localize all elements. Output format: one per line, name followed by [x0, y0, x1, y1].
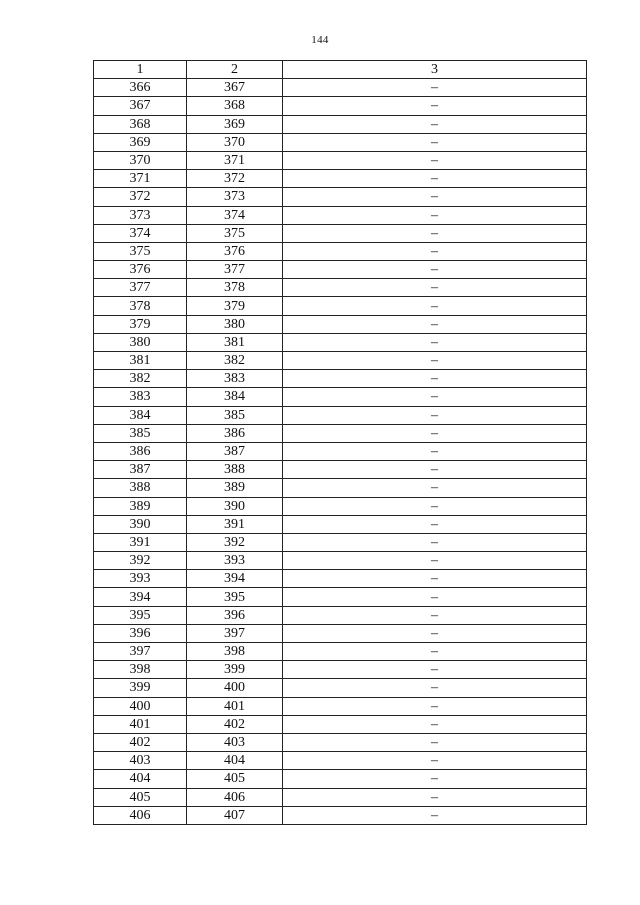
table-cell-col-1: 369 — [94, 133, 187, 151]
table-row — [94, 788, 587, 806]
table-cell-col-1: 387 — [94, 461, 187, 479]
table-cell-col-3: – — [283, 552, 587, 570]
table-cell-col-2: 375 — [187, 224, 283, 242]
table-row — [94, 588, 587, 606]
column-header-3: 3 — [283, 61, 587, 79]
table-cell-col-3: – — [283, 242, 587, 260]
table-cell-col-3: – — [283, 297, 587, 315]
table-cell-col-1: 370 — [94, 151, 187, 169]
table-cell-col-2: 367 — [187, 79, 283, 97]
table-cell-col-1: 406 — [94, 806, 187, 824]
table-row — [94, 370, 587, 388]
table-row — [94, 552, 587, 570]
table-cell-col-2: 407 — [187, 806, 283, 824]
table-cell-col-3: – — [283, 170, 587, 188]
table-row — [94, 133, 587, 151]
table-row — [94, 515, 587, 533]
table-cell-col-3: – — [283, 315, 587, 333]
table-row — [94, 242, 587, 260]
table-row — [94, 643, 587, 661]
table-cell-col-2: 380 — [187, 315, 283, 333]
table-cell-col-1: 395 — [94, 606, 187, 624]
table-row — [94, 661, 587, 679]
table-cell-col-1: 404 — [94, 770, 187, 788]
table-cell-col-3: – — [283, 733, 587, 751]
table-row — [94, 679, 587, 697]
table-cell-col-3: – — [283, 115, 587, 133]
table-row — [94, 461, 587, 479]
table-row — [94, 97, 587, 115]
table-row — [94, 497, 587, 515]
table-cell-col-2: 406 — [187, 788, 283, 806]
table-row — [94, 806, 587, 824]
table-cell-col-3: – — [283, 570, 587, 588]
table-row — [94, 352, 587, 370]
table-cell-col-1: 400 — [94, 697, 187, 715]
table-cell-col-2: 392 — [187, 533, 283, 551]
table-cell-col-3: – — [283, 606, 587, 624]
table-row — [94, 770, 587, 788]
table-row — [94, 424, 587, 442]
table-row — [94, 279, 587, 297]
table-cell-col-1: 391 — [94, 533, 187, 551]
table-cell-col-1: 371 — [94, 170, 187, 188]
table-cell-col-3: – — [283, 624, 587, 642]
table-cell-col-3: – — [283, 788, 587, 806]
table-cell-col-2: 405 — [187, 770, 283, 788]
data-table — [93, 60, 587, 825]
table-cell-col-1: 405 — [94, 788, 187, 806]
table-cell-col-3: – — [283, 770, 587, 788]
table-cell-col-2: 388 — [187, 461, 283, 479]
table-row — [94, 733, 587, 751]
table-cell-col-1: 394 — [94, 588, 187, 606]
table-cell-col-2: 393 — [187, 552, 283, 570]
table-row — [94, 406, 587, 424]
table-cell-col-2: 373 — [187, 188, 283, 206]
table-cell-col-3: – — [283, 661, 587, 679]
table-cell-col-2: 374 — [187, 206, 283, 224]
table-row — [94, 297, 587, 315]
table-row — [94, 261, 587, 279]
table-cell-col-1: 402 — [94, 733, 187, 751]
table-cell-col-2: 401 — [187, 697, 283, 715]
table-row — [94, 606, 587, 624]
table-cell-col-3: – — [283, 643, 587, 661]
table-cell-col-3: – — [283, 352, 587, 370]
table-cell-col-2: 381 — [187, 333, 283, 351]
table-cell-col-1: 372 — [94, 188, 187, 206]
table-cell-col-3: – — [283, 79, 587, 97]
table-cell-col-1: 386 — [94, 442, 187, 460]
table-cell-col-3: – — [283, 679, 587, 697]
table-cell-col-1: 401 — [94, 715, 187, 733]
table-row — [94, 206, 587, 224]
table-cell-col-1: 378 — [94, 297, 187, 315]
table-cell-col-3: – — [283, 151, 587, 169]
table-cell-col-2: 404 — [187, 752, 283, 770]
table-row — [94, 624, 587, 642]
table-cell-col-1: 383 — [94, 388, 187, 406]
header-row — [94, 61, 587, 79]
table-cell-col-3: – — [283, 133, 587, 151]
table-row — [94, 170, 587, 188]
table-cell-col-3: – — [283, 406, 587, 424]
table-cell-col-1: 377 — [94, 279, 187, 297]
table-cell-col-2: 382 — [187, 352, 283, 370]
table-cell-col-2: 398 — [187, 643, 283, 661]
table-cell-col-1: 366 — [94, 79, 187, 97]
table-row — [94, 570, 587, 588]
table-cell-col-1: 388 — [94, 479, 187, 497]
table-cell-col-2: 402 — [187, 715, 283, 733]
table-row — [94, 188, 587, 206]
table-cell-col-3: – — [283, 370, 587, 388]
page-number: 144 — [311, 34, 329, 46]
table-cell-col-2: 395 — [187, 588, 283, 606]
table-cell-col-1: 376 — [94, 261, 187, 279]
table-row — [94, 224, 587, 242]
table-cell-col-1: 385 — [94, 424, 187, 442]
table-cell-col-3: – — [283, 752, 587, 770]
table-row — [94, 697, 587, 715]
table-cell-col-2: 383 — [187, 370, 283, 388]
table-row — [94, 715, 587, 733]
table-cell-col-1: 390 — [94, 515, 187, 533]
table-cell-col-2: 370 — [187, 133, 283, 151]
table-cell-col-2: 386 — [187, 424, 283, 442]
table-cell-col-3: – — [283, 224, 587, 242]
table-cell-col-2: 394 — [187, 570, 283, 588]
table-cell-col-2: 368 — [187, 97, 283, 115]
table-cell-col-1: 382 — [94, 370, 187, 388]
table-cell-col-1: 374 — [94, 224, 187, 242]
table-cell-col-2: 378 — [187, 279, 283, 297]
table-cell-col-1: 397 — [94, 643, 187, 661]
table-cell-col-2: 389 — [187, 479, 283, 497]
table-row — [94, 533, 587, 551]
table-cell-col-1: 403 — [94, 752, 187, 770]
table-cell-col-2: 390 — [187, 497, 283, 515]
table-cell-col-2: 377 — [187, 261, 283, 279]
table-cell-col-1: 375 — [94, 242, 187, 260]
table-cell-col-2: 387 — [187, 442, 283, 460]
table-row — [94, 151, 587, 169]
table-cell-col-3: – — [283, 424, 587, 442]
table-cell-col-1: 384 — [94, 406, 187, 424]
table-row — [94, 315, 587, 333]
table-cell-col-2: 369 — [187, 115, 283, 133]
table-cell-col-3: – — [283, 261, 587, 279]
table-cell-col-1: 396 — [94, 624, 187, 642]
table-cell-col-2: 371 — [187, 151, 283, 169]
table-body — [94, 79, 587, 825]
table-cell-col-3: – — [283, 388, 587, 406]
table-cell-col-3: – — [283, 588, 587, 606]
table-cell-col-1: 381 — [94, 352, 187, 370]
table-cell-col-1: 389 — [94, 497, 187, 515]
table-cell-col-1: 380 — [94, 333, 187, 351]
table-cell-col-2: 400 — [187, 679, 283, 697]
table-cell-col-3: – — [283, 333, 587, 351]
table-cell-col-3: – — [283, 479, 587, 497]
column-header-1: 1 — [94, 61, 187, 79]
table-header — [94, 61, 587, 79]
table-cell-col-3: – — [283, 461, 587, 479]
column-header-2: 2 — [187, 61, 283, 79]
table-cell-col-1: 373 — [94, 206, 187, 224]
table-row — [94, 479, 587, 497]
table-cell-col-1: 367 — [94, 97, 187, 115]
table-cell-col-3: – — [283, 515, 587, 533]
table-cell-col-2: 372 — [187, 170, 283, 188]
table-cell-col-2: 391 — [187, 515, 283, 533]
table-cell-col-1: 398 — [94, 661, 187, 679]
table-cell-col-3: – — [283, 279, 587, 297]
table-row — [94, 333, 587, 351]
table-cell-col-3: – — [283, 206, 587, 224]
table-cell-col-1: 399 — [94, 679, 187, 697]
table-cell-col-3: – — [283, 497, 587, 515]
table-cell-col-2: 376 — [187, 242, 283, 260]
table-cell-col-2: 403 — [187, 733, 283, 751]
table-cell-col-3: – — [283, 188, 587, 206]
table-row — [94, 115, 587, 133]
table-cell-col-1: 368 — [94, 115, 187, 133]
table-cell-col-2: 397 — [187, 624, 283, 642]
table-cell-col-2: 384 — [187, 388, 283, 406]
table-cell-col-3: – — [283, 806, 587, 824]
table-row — [94, 388, 587, 406]
table-row — [94, 79, 587, 97]
table-cell-col-1: 379 — [94, 315, 187, 333]
table-cell-col-2: 396 — [187, 606, 283, 624]
table-row — [94, 752, 587, 770]
table-cell-col-3: – — [283, 533, 587, 551]
table-cell-col-1: 393 — [94, 570, 187, 588]
table-row — [94, 442, 587, 460]
table-cell-col-3: – — [283, 442, 587, 460]
table-cell-col-3: – — [283, 97, 587, 115]
table-cell-col-1: 392 — [94, 552, 187, 570]
table-cell-col-2: 399 — [187, 661, 283, 679]
table-cell-col-3: – — [283, 697, 587, 715]
table-cell-col-2: 379 — [187, 297, 283, 315]
table-cell-col-2: 385 — [187, 406, 283, 424]
table-cell-col-3: – — [283, 715, 587, 733]
